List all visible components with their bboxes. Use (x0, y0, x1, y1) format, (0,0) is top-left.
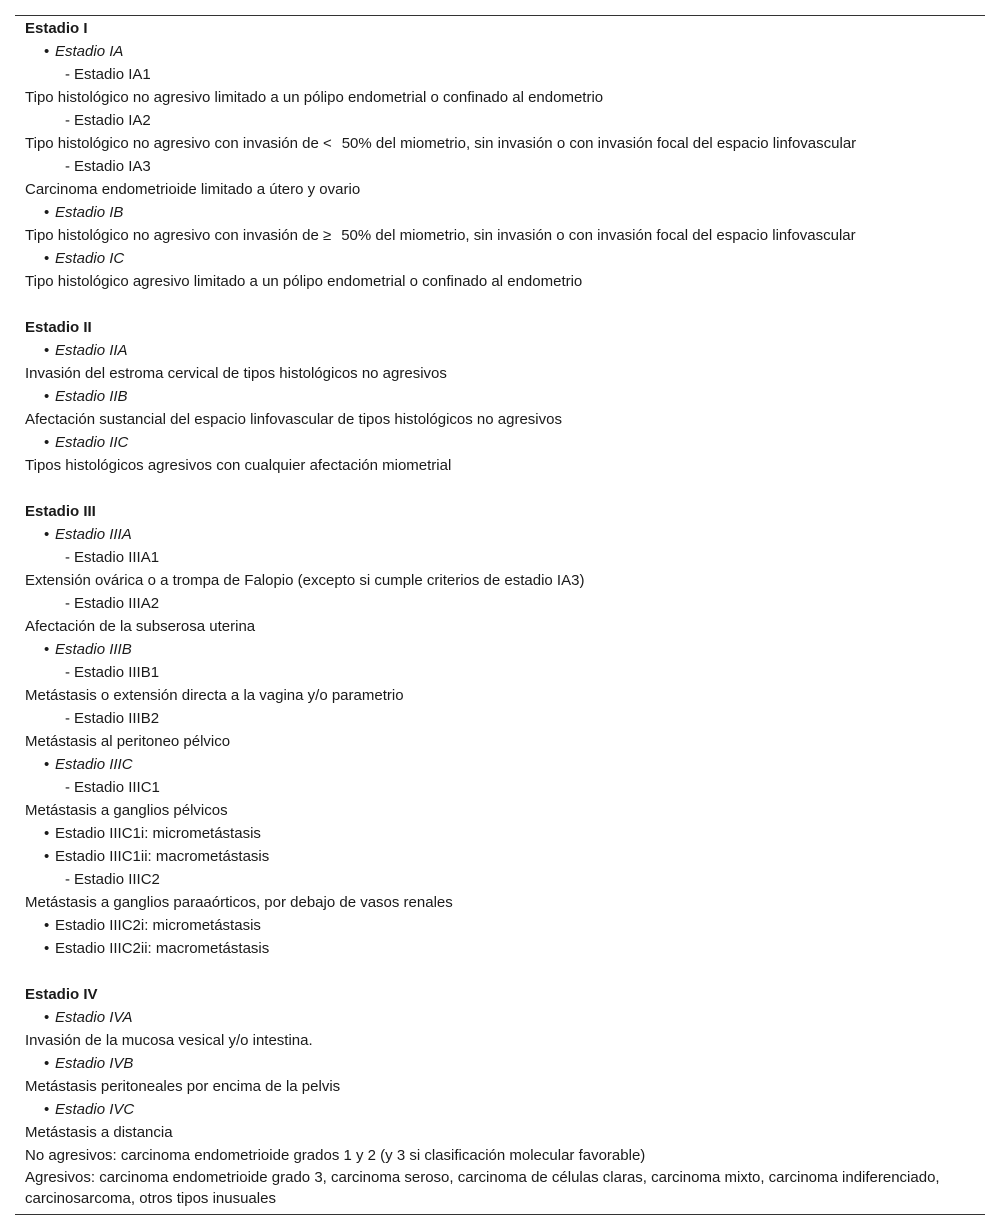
substage-detail-label: Estadio IIIA1 (74, 549, 160, 566)
substage-item (25, 431, 975, 454)
bullet-marker: • (44, 204, 50, 221)
substage-detail-item (25, 592, 975, 615)
substage-label: Estadio IA (55, 43, 124, 60)
bullet-marker: • (44, 848, 50, 865)
stage-heading: Estadio III (25, 503, 96, 520)
dash-marker: - (65, 549, 70, 566)
substage-item (25, 753, 975, 776)
bullet-marker: • (44, 388, 50, 405)
stage-description (25, 132, 975, 155)
stage-description: Metástasis a distancia (25, 1124, 173, 1141)
subcategory-label: Estadio IIIC2ii: macrometástasis (55, 940, 270, 957)
stage-description: Metástasis a ganglios paraaórticos, por debajo de vasos renales (25, 894, 453, 911)
bullet-marker: • (44, 917, 50, 934)
substage-label: Estadio IIIC (55, 756, 133, 773)
bullet-marker: • (44, 250, 50, 267)
substage-label: Estadio IVC (55, 1101, 135, 1118)
substage-item (25, 385, 975, 408)
description-part: Tipo histológico no agresivo con invasión de < (25, 135, 332, 152)
substage-detail-item (25, 546, 975, 569)
subcategory-item (25, 845, 975, 868)
subcategory-label: Estadio IIIC2i: micrometástasis (55, 917, 261, 934)
stage-description: Afectación sustancial del espacio linfovascular de tipos histológicos no agresivos (25, 411, 562, 428)
dash-marker: - (65, 112, 70, 129)
substage-detail-label: Estadio IIIC2 (74, 871, 160, 888)
bullet-marker: • (44, 526, 50, 543)
subcategory-item (25, 914, 975, 937)
substage-label: Estadio IIB (55, 388, 128, 405)
substage-detail-label: Estadio IA1 (74, 66, 151, 83)
substage-detail-item (25, 868, 975, 891)
stage-description: Invasión del estroma cervical de tipos histológicos no agresivos (25, 365, 447, 382)
stage-heading: Estadio II (25, 319, 92, 336)
table-bottom-rule (15, 1214, 985, 1215)
stage-description: Metástasis peritoneales por encima de la pelvis (25, 1078, 341, 1095)
footnote: No agresivos: carcinoma endometrioide grados 1 y 2 (y 3 si clasificación molecular favorable) (25, 1147, 646, 1164)
section-spacer (25, 477, 975, 500)
stage-description: Tipos histológicos agresivos con cualquier afectación miometrial (25, 457, 452, 474)
staging-table (25, 17, 975, 1209)
dash-marker: - (65, 66, 70, 83)
substage-detail-label: Estadio IA2 (74, 112, 151, 129)
bullet-marker: • (44, 1009, 50, 1026)
stage-heading: Estadio I (25, 20, 88, 37)
substage-detail-item (25, 776, 975, 799)
subcategory-item (25, 937, 975, 960)
substage-item (25, 40, 975, 63)
stage-description: Tipo histológico agresivo limitado a un pólipo endometrial o confinado al endometrio (25, 273, 583, 290)
substage-detail-item (25, 63, 975, 86)
stage-description: Metástasis a ganglios pélvicos (25, 802, 228, 819)
stage-description: Invasión de la mucosa vesical y/o intestina. (25, 1032, 313, 1049)
stage-description: Afectación de la subserosa uterina (25, 618, 256, 635)
substage-item (25, 1006, 975, 1029)
substage-label: Estadio IIIB (55, 641, 132, 658)
bullet-marker: • (44, 434, 50, 451)
substage-item (25, 523, 975, 546)
bullet-marker: • (44, 940, 50, 957)
substage-label: Estadio IVA (55, 1009, 133, 1026)
substage-label: Estadio IC (55, 250, 125, 267)
table-top-rule (15, 15, 985, 16)
substage-label: Estadio IB (55, 204, 124, 221)
stage-description: Carcinoma endometrioide limitado a útero y ovario (25, 181, 361, 198)
stage-description (25, 224, 975, 247)
substage-detail-item (25, 661, 975, 684)
bullet-marker: • (44, 1101, 50, 1118)
dash-marker: - (65, 664, 70, 681)
bullet-marker: • (44, 641, 50, 658)
substage-item (25, 1052, 975, 1075)
dash-marker: - (65, 158, 70, 175)
bullet-marker: • (44, 825, 50, 842)
bullet-marker: • (44, 342, 50, 359)
substage-detail-label: Estadio IA3 (74, 158, 151, 175)
substage-item (25, 247, 975, 270)
stage-description: Extensión ovárica o a trompa de Falopio (excepto si cumple criterios de estadio IA3) (25, 572, 585, 589)
bullet-marker: • (44, 1055, 50, 1072)
stage-description: Metástasis al peritoneo pélvico (25, 733, 231, 750)
description-part: Tipo histológico no agresivo con invasión de ≥ (25, 227, 332, 244)
substage-detail-label: Estadio IIIC1 (74, 779, 160, 796)
stage-description: Metástasis o extensión directa a la vagina y/o parametrio (25, 687, 404, 704)
substage-label: Estadio IIA (55, 342, 128, 359)
footnote: Agresivos: carcinoma endometrioide grado 3, carcinoma seroso, carcinoma de células claras, carcinoma mixto, carcinoma indiferenciado, carcinosarcoma, otros tipos inusuales (25, 1169, 940, 1207)
stage-description: Tipo histológico no agresivo limitado a un pólipo endometrial o confinado al endometrio (25, 89, 604, 106)
substage-detail-label: Estadio IIIA2 (74, 595, 160, 612)
description-part: 50% del miometrio, sin invasión o con invasión focal del espacio linfovascular (341, 135, 857, 152)
subcategory-label: Estadio IIIC1ii: macrometástasis (55, 848, 270, 865)
dash-marker: - (65, 779, 70, 796)
substage-label: Estadio IVB (55, 1055, 134, 1072)
bullet-marker: • (44, 756, 50, 773)
substage-label: Estadio IIC (55, 434, 129, 451)
subcategory-label: Estadio IIIC1i: micrometástasis (55, 825, 261, 842)
substage-item (25, 638, 975, 661)
dash-marker: - (65, 871, 70, 888)
stage-heading: Estadio IV (25, 986, 98, 1003)
section-spacer (25, 960, 975, 983)
bullet-marker: • (44, 43, 50, 60)
substage-detail-item (25, 155, 975, 178)
substage-item (25, 339, 975, 362)
section-spacer (25, 293, 975, 316)
substage-item (25, 1098, 975, 1121)
substage-item (25, 201, 975, 224)
substage-detail-label: Estadio IIIB1 (74, 664, 160, 681)
dash-marker: - (65, 710, 70, 727)
subcategory-item (25, 822, 975, 845)
description-part: 50% del miometrio, sin invasión o con invasión focal del espacio linfovascular (341, 227, 856, 244)
substage-label: Estadio IIIA (55, 526, 132, 543)
substage-detail-label: Estadio IIIB2 (74, 710, 160, 727)
dash-marker: - (65, 595, 70, 612)
substage-detail-item (25, 707, 975, 730)
substage-detail-item (25, 109, 975, 132)
